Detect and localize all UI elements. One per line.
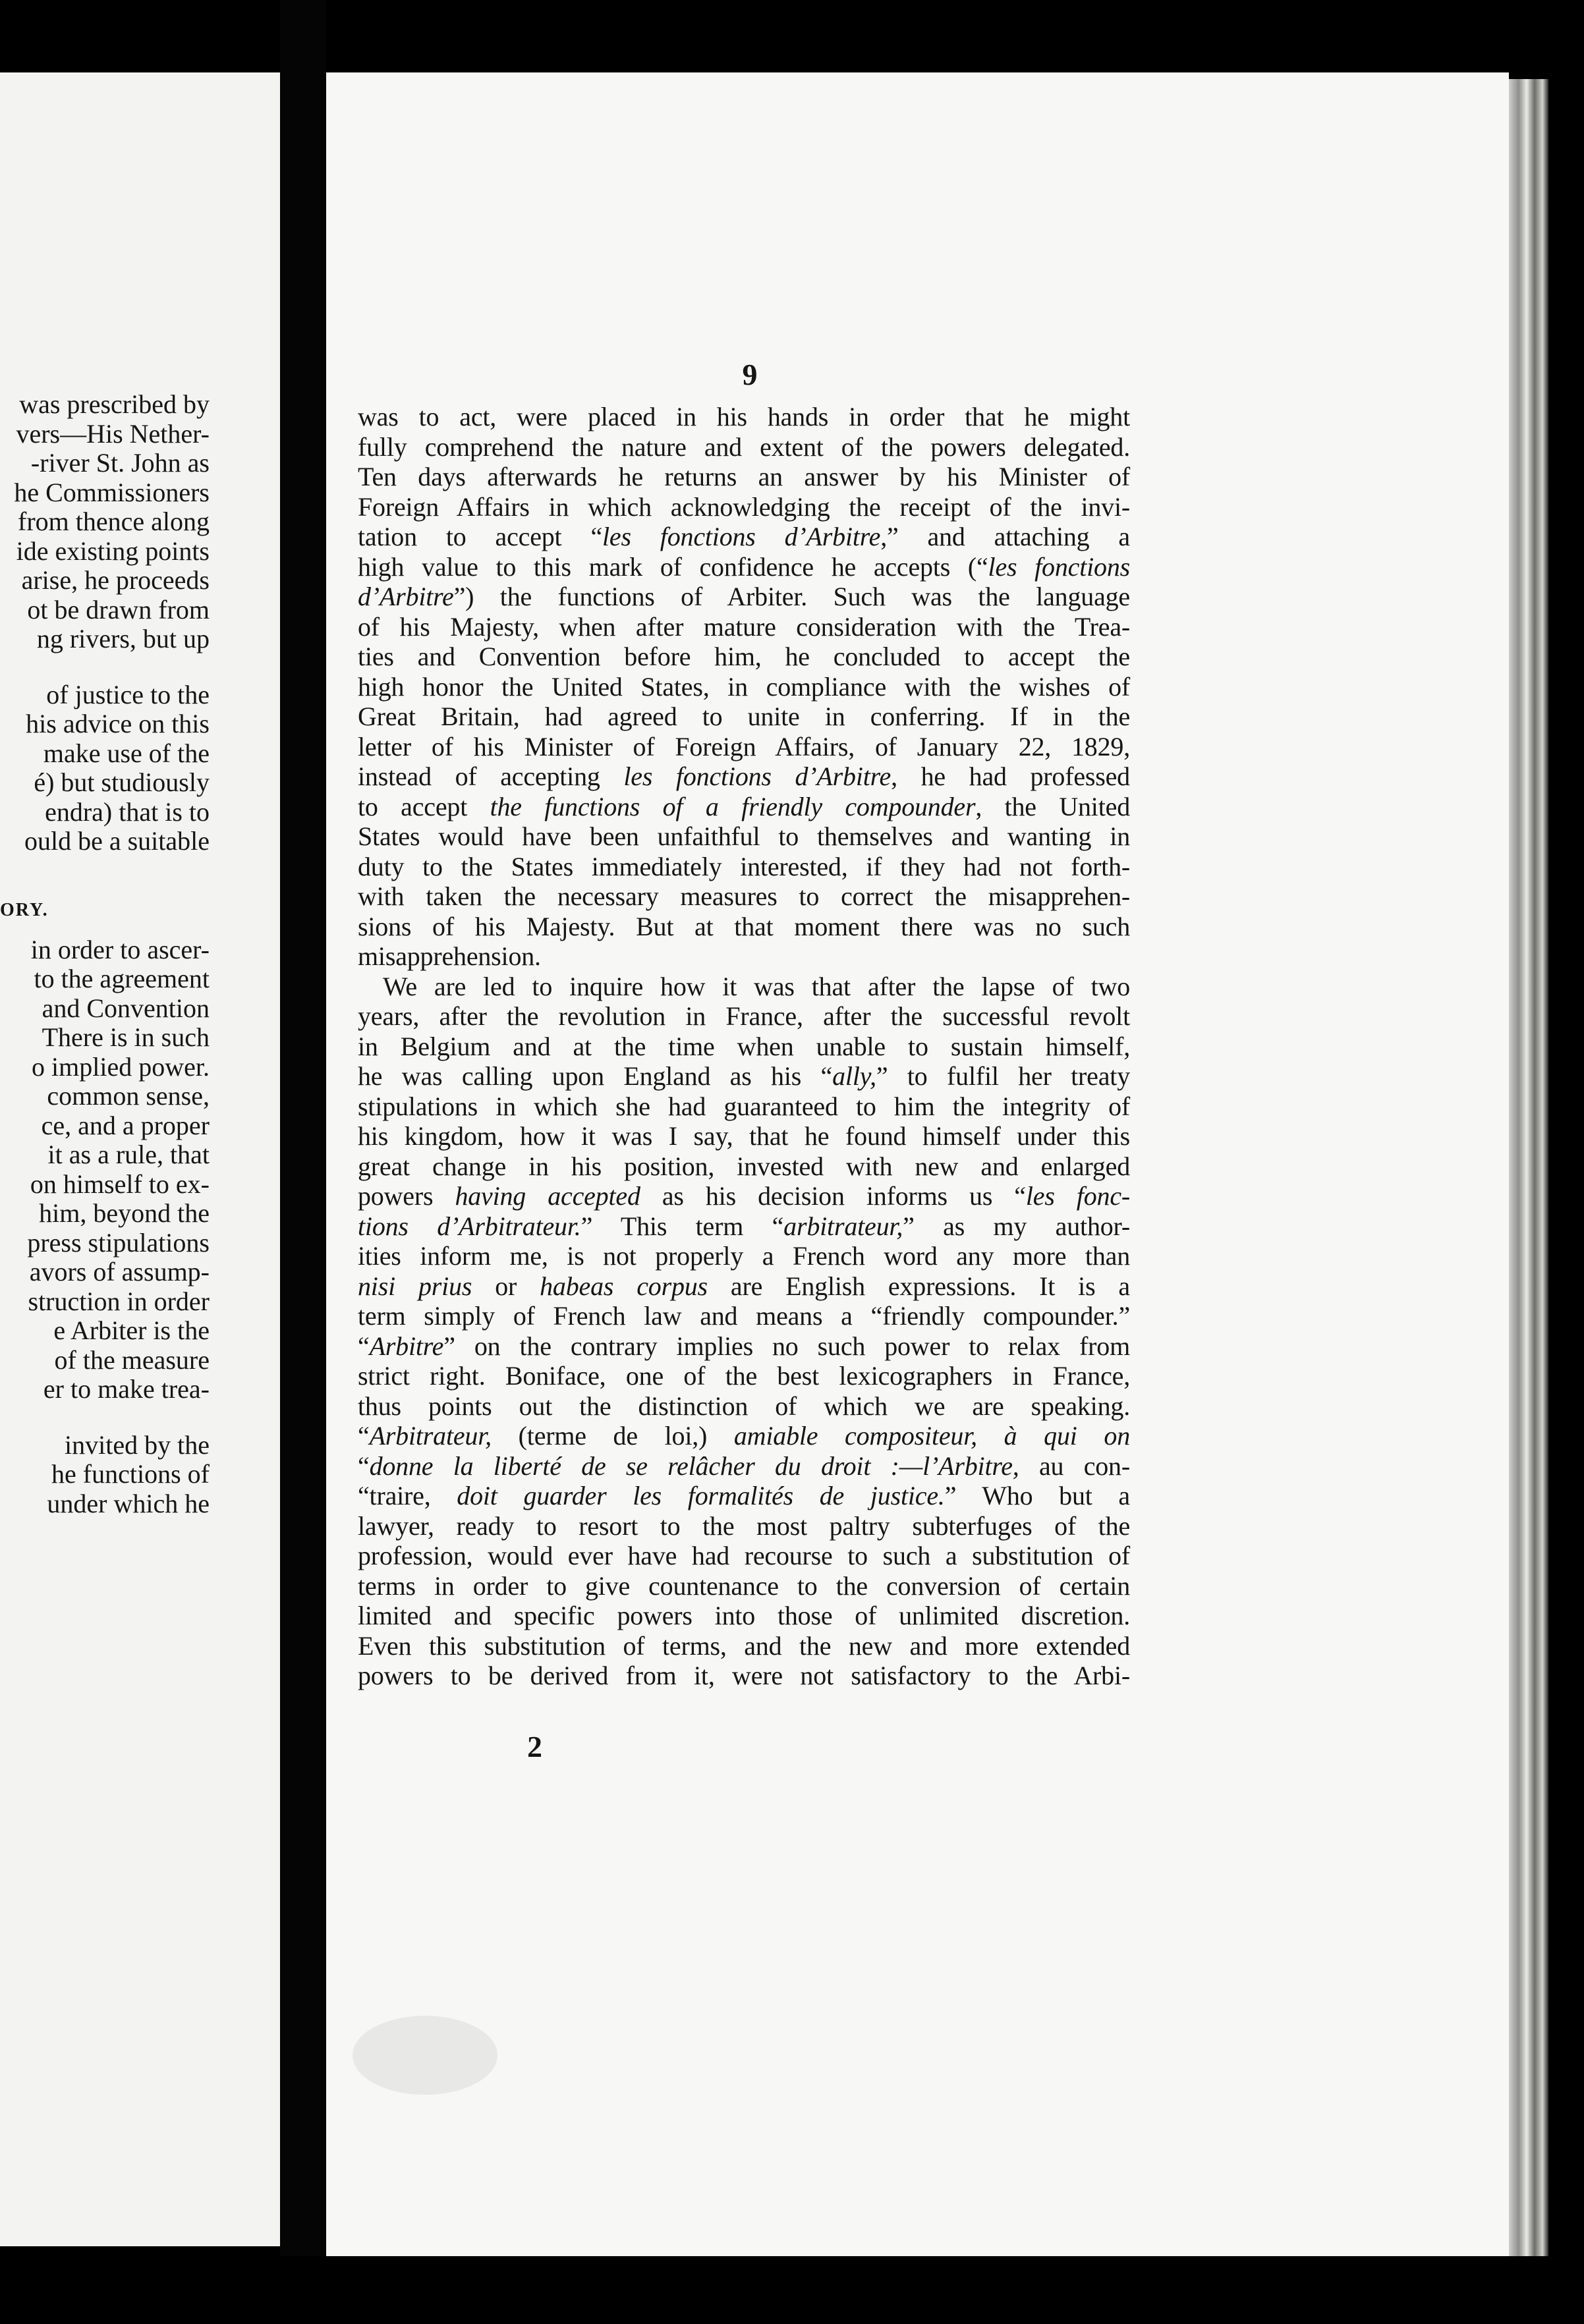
scan-border	[0, 2256, 1584, 2324]
text-line: ot be drawn from	[27, 594, 210, 624]
body-line: d’Arbitre”) the functions of Arbiter. Such was the language	[358, 582, 1130, 611]
text-line: invited by the	[65, 1429, 210, 1460]
blank-line	[0, 1404, 210, 1431]
text-line: struction in order	[28, 1286, 210, 1316]
body-line: tation to accept “les fonctions d’Arbitre,” and attaching a	[358, 522, 1130, 551]
text-line: of the measure	[54, 1344, 210, 1375]
body-line: in Belgium and at the time when unable to sustain himself,	[358, 1031, 1130, 1061]
signature-mark: 2	[527, 1730, 542, 1763]
left-page	[0, 72, 280, 2246]
text-line: under which he	[47, 1488, 210, 1518]
text-line: he Commissioners	[14, 477, 210, 507]
text-line: endra) that is to	[45, 796, 210, 827]
text-line: é) but studiously	[34, 767, 210, 797]
body-line: limited and specific powers into those of unlimited discretion.	[358, 1601, 1130, 1630]
text-line: arise, he proceeds	[21, 565, 210, 595]
text-line: and Convention	[42, 993, 210, 1023]
text-line: ide existing points	[16, 536, 210, 566]
body-text	[358, 402, 1130, 1691]
body-line: his kingdom, how it was I say, that he found himself under this	[358, 1121, 1130, 1151]
body-line: fully comprehend the nature and extent of the powers delegated.	[358, 431, 1130, 462]
body-line: thus points out the distinction of which we are speaking.	[358, 1391, 1130, 1421]
body-line: nisi prius or habeas corpus are English expressions. It is a	[358, 1271, 1130, 1301]
text-line: -river St. John as	[30, 448, 210, 478]
body-line: powers to be derived from it, were not satisfactory to the Arbi-	[358, 1661, 1130, 1690]
book-gutter	[280, 0, 326, 2324]
body-line: term simply of French law and means a “friendly compounder.”	[358, 1301, 1130, 1331]
body-line: to accept the functions of a friendly compounder, the United	[358, 791, 1130, 821]
left-page-text-fragments	[0, 390, 210, 1518]
text-line: avors of assump-	[29, 1257, 210, 1286]
text-line: him, beyond the	[39, 1198, 210, 1228]
body-line: We are led to inquire how it was that after the lapse of two	[383, 971, 1130, 1001]
section-heading-fragment: ORY.	[0, 899, 49, 920]
body-line: was to act, were placed in his hands in order that he might	[358, 402, 1130, 431]
text-line: from thence along	[18, 507, 210, 536]
body-line: he was calling upon England as his “ally,” to fulfil her treaty	[358, 1061, 1131, 1091]
text-line: of justice to the	[46, 679, 210, 709]
text-line: common sense,	[47, 1081, 210, 1111]
body-line: “Arbitrateur, (terme de loi,) amiable compositeur, à qui on	[358, 1421, 1130, 1451]
body-line: States would have been unfaithful to themselves and wanting in	[358, 821, 1130, 851]
body-line: Even this substitution of terms, and the new and more extended	[358, 1630, 1130, 1661]
body-line: duty to the States immediately interested, if they had not forth-	[358, 851, 1130, 881]
text-line: ng rivers, but up	[36, 624, 210, 653]
body-line: ities inform me, is not properly a French word any more than	[358, 1241, 1130, 1271]
body-line: of his Majesty, when after mature consideration with the Trea-	[358, 611, 1130, 642]
paper-stain	[353, 2016, 497, 2095]
body-line: letter of his Minister of Foreign Affairs, of January 22, 1829,	[358, 731, 1130, 761]
body-line: with taken the necessary measures to correct the misapprehen-	[358, 881, 1130, 911]
body-line: misapprehension.	[358, 941, 541, 971]
blank-line	[0, 654, 210, 680]
body-line: lawyer, ready to resort to the most paltry subterfuges of the	[358, 1510, 1130, 1541]
body-line: strict right. Boniface, one of the best lexicographers in France,	[358, 1361, 1130, 1391]
text-line: press stipulations	[27, 1227, 210, 1258]
body-line: Great Britain, had agreed to unite in conferring. If in the	[358, 702, 1130, 731]
blank-line	[0, 856, 210, 883]
body-line: sions of his Majesty. But at that moment there was no such	[358, 911, 1130, 941]
body-line: instead of accepting les fonctions d’Arbitre, he had professed	[358, 761, 1130, 791]
text-line: er to make trea-	[43, 1374, 210, 1404]
text-line: ould be a suitable	[24, 826, 210, 856]
text-line: he functions of	[51, 1459, 210, 1489]
body-line: stipulations in which she had guaranteed to him the integrity of	[358, 1091, 1130, 1121]
body-line: “traire, doit guarder les formalités de justice.” Who but a	[358, 1481, 1130, 1510]
body-line: “donne la liberté de se relâcher du droit :—l’Arbitre, au con-	[358, 1451, 1130, 1481]
text-line: his advice on this	[26, 709, 210, 738]
page-edge	[1509, 79, 1548, 2266]
body-line: years, after the revolution in France, after the successful revolt	[358, 1001, 1130, 1031]
text-line: on himself to ex-	[30, 1169, 210, 1199]
body-line: tions d’Arbitrateur.” This term “arbitrateur,” as my author-	[358, 1211, 1130, 1241]
body-line: Ten days afterwards he returns an answer by his Minister of	[358, 462, 1130, 491]
body-line: powers having accepted as his decision informs us “les fonc-	[358, 1181, 1130, 1211]
text-line: to the agreement	[34, 964, 210, 993]
body-line: ties and Convention before him, he concluded to accept the	[358, 642, 1130, 671]
body-line: great change in his position, invested with new and enlarged	[358, 1151, 1130, 1181]
text-line: e Arbiter is the	[53, 1315, 210, 1345]
body-line: high value to this mark of confidence he accepts (“les fonctions	[358, 551, 1130, 582]
body-line: Foreign Affairs in which acknowledging the receipt of the invi-	[358, 491, 1130, 522]
text-line: There is in such	[42, 1022, 210, 1052]
body-line: high honor the United States, in compliance with the wishes of	[358, 671, 1130, 702]
text-line: o implied power.	[32, 1051, 210, 1082]
text-line: it as a rule, that	[47, 1140, 210, 1169]
body-line: profession, would ever have had recourse to such a substitution of	[358, 1541, 1130, 1570]
text-line: in order to ascer-	[30, 934, 210, 964]
body-line: terms in order to give countenance to the conversion of certain	[358, 1570, 1130, 1601]
text-line: was prescribed by	[19, 389, 210, 419]
text-line: ce, and a proper	[41, 1110, 210, 1140]
text-line: vers—His Nether-	[16, 418, 210, 449]
text-line: make use of the	[43, 738, 210, 768]
page-number: 9	[742, 358, 758, 391]
body-line: “Arbitre” on the contrary implies no such power to relax from	[358, 1331, 1130, 1361]
